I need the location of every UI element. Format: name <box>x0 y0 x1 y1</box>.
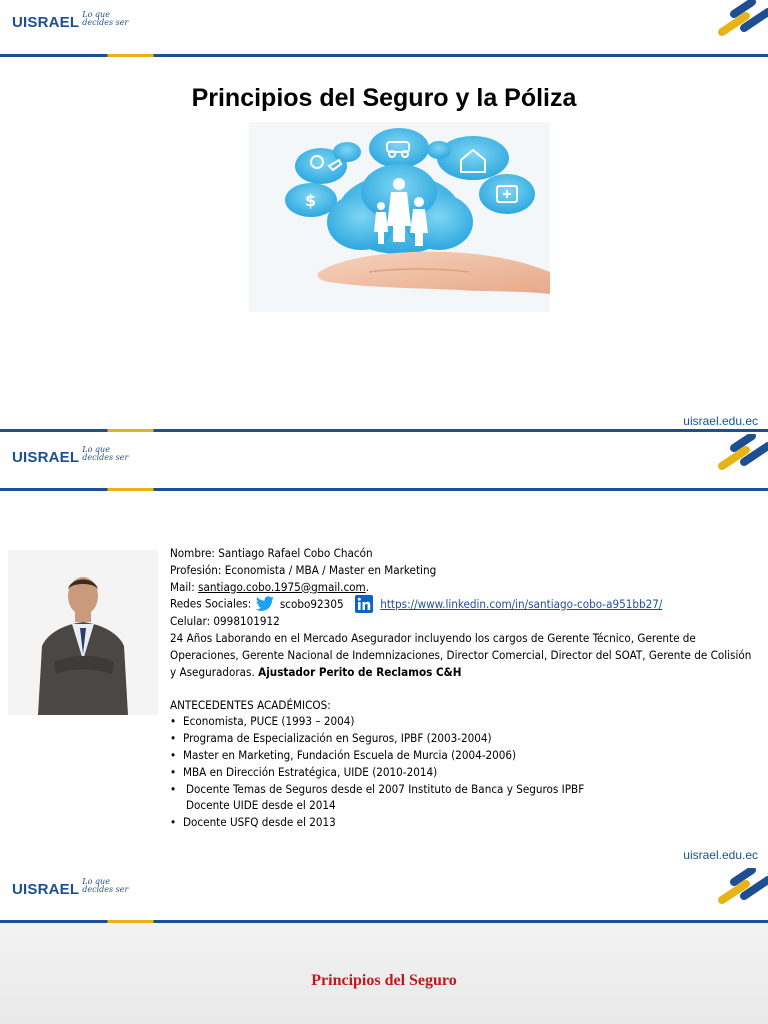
slide-1 <box>0 0 768 432</box>
mail-link[interactable]: santiago.cobo.1975@gmail.com <box>198 579 366 594</box>
teaching-line-2: Docente UIDE desde el 2014 <box>186 798 336 813</box>
insurance-illustration <box>249 122 550 312</box>
person-portrait <box>8 550 158 715</box>
brand-mark-icon <box>712 0 768 40</box>
bio-phone: Celular: 0998101912 <box>170 614 280 629</box>
linkedin-icon[interactable] <box>355 595 373 613</box>
family-protection-illustration <box>249 122 550 312</box>
twitter-icon[interactable] <box>255 596 275 612</box>
slide-title: Principios del Seguro y la Póliza <box>191 84 577 112</box>
teaching-line-1: • Docente Temas de Seguros desde el 2007 Instituto de Banca y Seguros IPBF <box>186 781 585 796</box>
uisrael-logo <box>12 445 129 466</box>
academic-item: • Master en Marketing, Fundación Escuela de Murcia (2004-2006) <box>170 747 760 764</box>
social-label: Redes Sociales: <box>170 596 255 611</box>
bio-name: Nombre: Santiago Rafael Cobo Chacón <box>170 546 373 560</box>
bio-profession: Profesión: Economista / MBA / Master en Marketing <box>170 562 437 577</box>
academic-item: • Economista, PUCE (1993 – 2004) <box>170 713 760 730</box>
svg-text:$: $ <box>305 191 317 210</box>
slogan-line-1: Lo que <box>82 877 110 886</box>
footer-website: uisrael.edu.ec <box>683 848 758 862</box>
footer-website: uisrael.edu.ec <box>683 414 758 428</box>
slogan-line-2: decides ser <box>82 885 129 894</box>
header-rule <box>0 488 768 491</box>
mail-suffix: . <box>365 579 370 594</box>
bio-experience <box>170 630 760 680</box>
slide-3 <box>0 866 768 1024</box>
teaching-item <box>170 781 760 815</box>
slide-2 <box>0 432 768 866</box>
header-rule <box>0 920 768 923</box>
academic-list <box>170 713 760 831</box>
slogan-line-1: Lo que <box>82 10 110 19</box>
uisrael-logo <box>12 877 129 898</box>
mail-label: Mail: <box>170 579 199 594</box>
logo-wordmark: UISRAEL <box>12 881 80 898</box>
experience-text: 24 Años Laborando en el Mercado Asegurador incluyendo los cargos de Gerente Técnico, Gerente de Operaciones, Gerente Nacional de Indemnizaciones, Director Comercial, Director del SOAT, Gerente de Colisión y Aseguradoras. <box>170 631 752 679</box>
profile-photo <box>8 550 158 715</box>
logo-wordmark: UISRAEL <box>12 14 80 31</box>
bio-mail <box>170 579 760 596</box>
speaker-bio <box>170 545 760 831</box>
slogan-line-2: decides ser <box>82 18 129 27</box>
section-title: Principios del Seguro <box>311 972 457 989</box>
bio-social <box>170 595 760 613</box>
header-rule <box>0 54 768 57</box>
logo-slogan <box>82 11 128 27</box>
experience-highlight: Ajustador Perito de Reclamos C&H <box>258 664 462 679</box>
academic-item: • Programa de Especialización en Seguros, IPBF (2003-2004) <box>170 730 760 747</box>
brand-mark-icon <box>712 434 768 474</box>
uisrael-logo <box>12 10 129 31</box>
teaching-item: • Docente USFQ desde el 2013 <box>170 814 760 831</box>
logo-slogan <box>82 446 128 462</box>
slogan-line-1: Lo que <box>82 445 110 454</box>
logo-slogan <box>82 878 128 894</box>
twitter-handle[interactable]: scobo92305 <box>279 596 344 611</box>
academic-item: • MBA en Dirección Estratégica, UIDE (2010-2014) <box>170 764 760 781</box>
academic-heading: ANTECEDENTES ACADÉMICOS: <box>170 697 331 712</box>
slogan-line-2: decides ser <box>82 453 129 462</box>
brand-mark-icon <box>712 868 768 908</box>
logo-wordmark: UISRAEL <box>12 449 80 466</box>
linkedin-link[interactable]: https://www.linkedin.com/in/santiago-cobo-a951bb27/ <box>380 596 663 611</box>
